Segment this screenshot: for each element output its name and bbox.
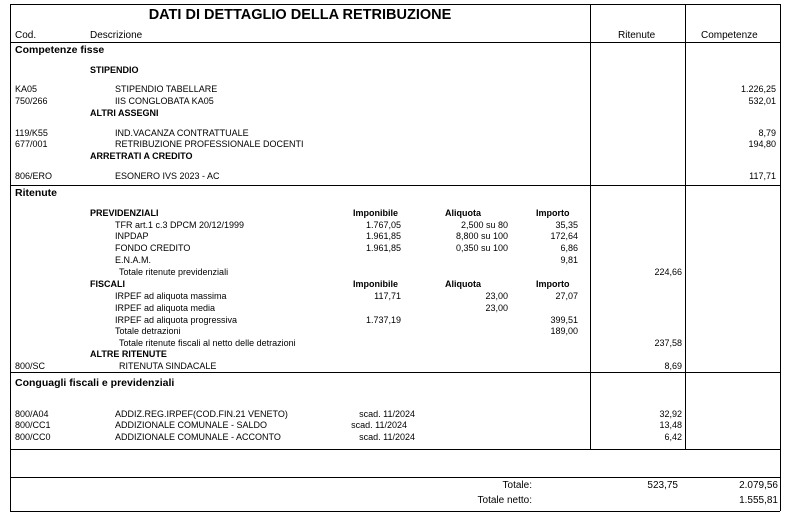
group-label-altri-assegni: ALTRI ASSEGNI [90,108,159,118]
row-desc: IRPEF ad aliquota media [115,303,216,313]
group-label-arretrati: ARRETRATI A CREDITO [90,151,193,161]
row-aliquota: 23,00 [485,291,508,301]
row-importo: 9,81 [560,255,578,265]
row-imponibile: 1.961,85 [365,243,401,253]
row-desc: STIPENDIO TABELLARE [115,84,218,94]
competenze-col-divider [685,4,686,449]
ritenute-divider [10,185,780,186]
row-cod: KA05 [15,84,38,94]
row-desc: Totale detrazioni [115,326,181,336]
row-ritenute: 8,69 [664,361,682,371]
row-aliquota: 0,350 su 100 [455,243,508,253]
section-title-competenze: Competenze fisse [15,44,105,56]
row-competenze: 194,80 [748,139,776,149]
row-aliquota: 8,800 su 100 [455,231,508,241]
row-importo: 6,86 [560,243,578,253]
group-label-altre-ritenute: ALTRE RITENUTE [90,349,167,359]
row-importo: 399,51 [550,315,578,325]
conguagli-end-divider [10,449,780,450]
col-header-imponibile: Imponibile [353,208,398,218]
row-competenze: 1.226,25 [740,84,776,94]
conguagli-divider [10,372,780,373]
row-desc: RETRIBUZIONE PROFESSIONALE DOCENTI [115,139,304,149]
section-title-ritenute: Ritenute [15,187,57,199]
row-aliquota: 23,00 [485,303,508,313]
group-label-stipendio: STIPENDIO [90,65,139,75]
ritenute-col-divider [590,4,591,449]
row-desc: IND.VACANZA CONTRATTUALE [115,128,249,138]
row-desc: ADDIZ.REG.IRPEF(COD.FIN.21 VENETO) [115,409,288,419]
row-importo: 172,64 [550,231,578,241]
totale-netto-label: Totale netto: [477,495,532,506]
row-competenze: 532,01 [748,96,776,106]
row-desc: IIS CONGLOBATA KA05 [115,96,214,106]
row-competenze: 8,79 [758,128,776,138]
row-imponibile: 1.961,85 [365,231,401,241]
totale-label: Totale: [502,480,532,491]
row-cod: 800/A04 [15,409,49,419]
col-header-aliquota: Aliquota [445,279,481,289]
row-scadenza: scad. 11/2024 [351,420,407,430]
row-competenze: 117,71 [749,171,776,181]
row-ritenute: 6,42 [664,432,682,442]
top-border [10,4,780,5]
totale-fiscali-label: Totale ritenute fiscali al netto delle detrazioni [119,338,296,348]
row-desc: ADDIZIONALE COMUNALE - SALDO [115,420,268,430]
row-importo: 35,35 [555,220,578,230]
totale-previdenziali-label: Totale ritenute previdenziali [119,267,229,277]
row-ritenute: 13,48 [659,420,682,430]
left-border [10,4,11,511]
col-header-competenze: Competenze [701,30,758,41]
totale-netto-value: 1.555,81 [739,495,778,506]
col-header-importo: Importo [536,208,570,218]
bottom-border [10,511,780,512]
row-desc: TFR art.1 c.3 DPCM 20/12/1999 [115,220,245,230]
totale-fiscali-value: 237,58 [654,338,682,348]
row-imponibile: 1.767,05 [365,220,401,230]
row-cod: 800/CC1 [15,420,51,430]
col-header-importo: Importo [536,279,570,289]
row-cod: 750/266 [15,96,48,106]
row-desc: IRPEF ad aliquota progressiva [115,315,238,325]
row-aliquota: 2,500 su 80 [460,220,508,230]
totale-previdenziali-value: 224,66 [654,267,682,277]
row-desc: FONDO CREDITO [115,243,191,253]
row-cod: 800/CC0 [15,432,51,442]
group-label-fiscali: FISCALI [90,279,125,289]
col-header-imponibile: Imponibile [353,279,398,289]
col-header-ritenute: Ritenute [618,30,656,41]
row-desc: ESONERO IVS 2023 - AC [115,171,220,181]
row-importo: 27,07 [555,291,578,301]
row-desc: E.N.A.M. [115,255,152,265]
row-cod: 806/ERO [15,171,53,181]
col-header-aliquota: Aliquota [445,208,481,218]
row-imponibile: 117,71 [374,291,401,301]
row-cod: 119/K55 [15,128,48,138]
row-scadenza: scad. 11/2024 [359,409,415,419]
row-cod: 677/001 [15,139,48,149]
row-desc: ADDIZIONALE COMUNALE - ACCONTO [115,432,281,442]
totals-top-divider [10,477,780,478]
row-imponibile: 1.737,19 [365,315,401,325]
page-title: DATI DI DETTAGLIO DELLA RETRIBUZIONE [148,7,452,23]
row-scadenza: scad. 11/2024 [359,432,415,442]
row-cod: 800/SC [15,361,46,371]
row-importo: 189,00 [550,326,578,336]
col-header-cod: Cod. [15,30,37,41]
group-label-previdenziali: PREVIDENZIALI [90,208,159,218]
row-ritenute: 32,92 [659,409,682,419]
header-divider [10,42,780,43]
right-border [780,4,781,511]
col-header-descrizione: Descrizione [90,30,143,41]
row-desc: INPDAP [115,231,149,241]
row-desc: RITENUTA SINDACALE [119,361,217,371]
totale-competenze: 2.079,56 [739,480,778,491]
section-title-conguagli: Conguagli fiscali e previdenziali [15,377,175,389]
totale-ritenute: 523,75 [647,480,678,491]
row-desc: IRPEF ad aliquota massima [115,291,227,301]
